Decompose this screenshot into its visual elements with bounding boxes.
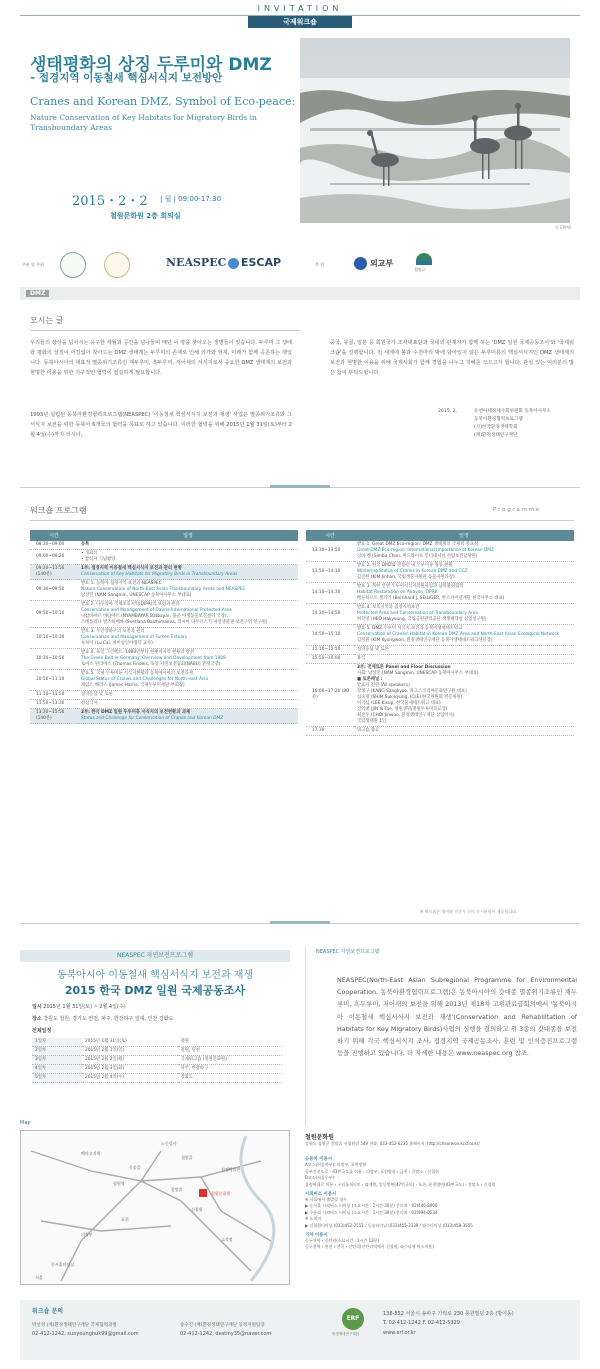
session-line: Nature Conservation of North-East Asian Transboundary Areas and NEASPEC [81,587,246,592]
workshop-tag: 국제워크숍 [248,16,352,28]
programme-row [30,550,298,565]
session-line: 발표 4. 보호지역과 접경지역보전 [357,605,420,610]
session-line: 남상민 (NAM Sangmin, UNESCAP 동북아사무소 부대표) [81,593,192,598]
session-line: 발표 1. Great DMZ Eco-region: DMZ 생태계의 국제적 중요성 [357,542,479,547]
session-line: 제임스 해리스 (James Harris, 국제두루미재단 부회장) [81,683,185,688]
contact-2-info: 02-412-1242, destiny35@naver.com [180,1331,272,1337]
interpretation-note: ※ 워크숍은 영어와 전문가 간의 동시통역이 제공됩니다. [420,909,518,914]
schedule-row [32,1047,282,1056]
session-line: Conservation and Management of Dauria International Protected Area [81,608,232,613]
contact-footer [20,1300,580,1360]
map-place: 철원역 [113,1181,125,1186]
map-place: 고석정 [221,1237,233,1242]
schedule-cell: 강화도 [178,1074,282,1083]
session-time: 10:50~11:10 [30,670,78,691]
directions-line: 동두천역 › 연천 › 전곡 › 신탄리(신탄리역에서 신철원, 와수리행 버스이용) [305,1244,434,1250]
session-detail [78,691,298,700]
venue-name: 철원문화원 [305,1134,334,1141]
session-line: 이기섭 (LEE Kisup, 한국물새네트워크 대표) [357,701,441,706]
contact-1-name: 박선영 (재)환경생태연구재단 국제협력과정 [32,1323,117,1328]
schedule-cell: 3일차 [32,1056,82,1065]
session-line: 진익태 (JIN Ik-Tae, 철원생명/철원두루미학교장) [357,707,448,712]
session-time: 17:30 [306,727,354,736]
session-line: 질의응답 및 토론 [357,647,389,652]
session-detail [354,625,574,646]
directions-heading: 시외버스 이용시 [305,1192,337,1198]
greeting-heading: 모시는 글 [30,316,64,325]
session-detail [78,565,298,580]
survey-period [32,1003,126,1010]
schedule-cell: 2일차 [32,1047,82,1056]
cheorwon-logo: 철원군 [414,267,426,272]
session-line: 토마스 핀더마스 (Thomas Findeis, 독일 자연보전협회(NABU) 환경국장) [81,662,221,667]
session-time: 16:00~17:20 (80분) [306,664,354,727]
invitation-label: INVITATION [257,4,343,13]
programme-heading: 워크숍 프로그램 [30,506,87,515]
session-detail [354,664,574,727]
session-line: 발표 3. 두만강하구의 보전과 관리 [81,629,145,634]
map-place: 동서울터미널 [51,1262,75,1267]
session-line: 발표 5. DMZ 두루미 서식지 보전과 동북아생태네트워크 [357,626,463,631]
session-line: Habitat Restoration on Anbyon, DPRK [357,590,438,595]
dmz-band-label: DMZ [26,290,49,297]
directions-line: ※ 도착지 [305,1216,322,1222]
session-line: 워크숍 종료 [357,728,380,733]
programme-heading-en: P r o g r a m m e [493,507,540,513]
map-place: 노동당사 [161,1141,177,1146]
schedule-row [32,1074,282,1083]
contact-2-name: 송수진 (재)환경생태연구재단 동정지원팀장 [180,1323,265,1328]
session-line: 질의응답 및 토론 [81,692,113,697]
schedule-cell: 국제워크숍 (철원문화원) [178,1056,282,1065]
session-time: 15:10~15:50 [306,646,354,655]
greeting-p3: 중국, 몽골, 일본 등 회원국가 조사대표단과 국내외 관계자가 함께 하는 'DMZ 일원 국제공동조사'와 '국제워크숍'을 진행합니다. 전 세계에 불과 수천마리 밖에 남아있지 않은 두루미류의 핵심서식지인 DMZ 생태계의 보전과 현명한 이용을 위해 국제사회가 함께 경험을 나누고 지혜를 모으고자 합니다. 관심 있는 여러분의 많은 참여 부탁드립니다. [330,340,574,376]
session-line: 휴식 [357,656,366,661]
divider-accent [270,921,330,924]
place-label: 장소 [32,1016,42,1022]
session-time: 13:30~13:50 [306,541,354,562]
event-date: 2015・2・2 [72,194,148,209]
session-line: 사회: 남상민 (NAM Sangmin, UNESCAP 동북아사무소 부대표) [357,671,479,676]
sig-org: (재)환경생태연구재단 [474,433,518,438]
schedule-cell: 철원 [178,1038,282,1047]
directions-heading: 기차 이용시 [305,1233,328,1239]
un-emblem-icon [228,258,239,269]
period-value: 2015년 1월 31일(토) ~ 2월 4일(수) [43,1004,126,1010]
map-label: Map [20,1120,31,1126]
org-address: 138-852 서울시 송파구 가락로 230 풍원빌딩 2층 (방이동) [383,1311,514,1317]
place-value: 강원도 철원, 경기도 연천, 파주, 한강하구 일대, 인천 강화도 [43,1016,174,1022]
subtitle-ko: – 접경지역 이동철새 핵심서식지 보전방안 [30,72,223,84]
eco-foundation-logo [104,252,130,278]
directions-line: 동부간선도로 › 43번국도를 이용 › 의정부, 포천방향 › 금천 › 갈말소 › 신철원 [305,1168,439,1174]
greeting-rule [30,330,300,331]
session-detail [78,649,298,670]
survey-subtitle: 2015 한국 DMZ 일원 국제공동조사 [64,984,246,997]
event-time: | 월 | 09:00-17:30 [160,195,222,203]
session-line: 김경원 (KIM Kyungwon, 환경생태연구재단 동북아생태네트워크센터장) [357,638,493,643]
col-time: 시간 [30,530,78,541]
session-line: ■ 토론패널 : [357,677,383,682]
session-line: 강정구 (KANG Sangkyoo, 파크스코리아문화연구원 대표) [357,689,467,694]
session-time: 10:10~10:30 [30,628,78,649]
session-detail [354,646,574,655]
venue-directions [305,1132,580,1251]
programme-rule [30,520,574,521]
session-detail [78,550,298,565]
period-label: 일시 [32,1004,42,1010]
map-place: 포천 [121,1217,129,1222]
programme-row [30,691,298,700]
session-line: 발표 2. 다우리아 국제보호지역(DIPA)의 보전과 관리 [81,602,180,607]
survey-header: NEASPEC 자연보전프로그램 [20,950,290,962]
schedule-cell: 2015년 2월 2일(월) [82,1056,178,1065]
map-place: 신철원 [191,1207,203,1212]
col-item: 일정 [354,530,574,541]
map-place: 철원문화원 [211,1191,231,1196]
session-time: 13:50~14:10 [306,562,354,583]
schedule-cell: 2015년 2월 4일(수) [82,1074,178,1083]
session-detail [78,628,298,649]
title-ko: 생태평화의 상징 두루미와 DMZ [30,55,272,75]
session-line: 국립생태원 1인 [357,719,387,724]
programme-row [30,601,298,628]
session-line: • 개회식 [81,551,98,556]
session-time: 14:50~15:10 [306,625,354,646]
schedule-cell: 1일차 [32,1038,82,1047]
subtitle-en: Nature Conservation of Key Habitats for Migratory Birds in Transboundary Areas [30,113,257,132]
neaspec-logo: NEASPEC [166,256,227,269]
col-time: 시간 [306,530,354,541]
host-label: 주관 및 주최 [22,262,44,267]
sig-org: 동북아환경협력프로그램 [474,417,523,422]
dmz-band [20,287,580,300]
session-line: 허학영 (HEO Hakyoung, 국립공원관리공단 생생태학실 선임연구원) [357,617,487,622]
directions-line: ※ 서울에서 출발할 경우 [305,1197,347,1203]
session-time: 14:10~14:30 [306,583,354,604]
session-line: Wintering Status of Cranes in Korean DMZ and CCZ [357,569,468,574]
directions-line: 동두천역 › 신탄리(소요시간 : 1시간 13분) [305,1238,380,1244]
session-time: 09:00~09:20 [30,550,78,565]
programme-row [306,541,574,562]
programme-row [30,628,298,649]
neaspec-box-header: NEASPEC 자연보전프로그램 [316,949,380,955]
logo-row [20,244,580,284]
programme-row [30,709,298,724]
org-website[interactable]: www.erf.or.kr [383,1330,416,1336]
erf-logo-sub: 환경생태연구재단 [332,1332,360,1336]
schedule-row [32,1065,282,1074]
session-line: 나잠바야르 바타야르 (NYAMBAYAR Batbayar, 몽골 야생동물보전센터 국장), [81,614,228,619]
event-place: 철원문화원 2층 회의실 [110,212,181,220]
session-detail [78,580,298,601]
title-en: Cranes and Korean DMZ, Symbol of Eco-peace: [30,95,296,108]
contact-title: 워크숍 문의 [32,1308,64,1315]
session-detail [78,601,298,628]
programme-row [306,604,574,625]
schedule-cell: 5일차 [32,1074,82,1083]
session-line: 등록 [81,542,90,547]
sponsor-label: 후 원 [315,262,324,267]
programme-row [306,664,574,727]
sig-org: 유엔아태경제사회위원회 동북아사무소 [474,409,551,414]
session-line: 루치이 (Lu Cai, 바이칭잉야생학 교수) [81,641,153,646]
session-line: 스베틀라나 발즈하메바 (Svetlana Balzhimaeva, 러시아 다우르스키 자연생물권 보전구역 연구원) [81,620,268,625]
programme-row [306,646,574,655]
session-line: 심숙경 (SHIM Suk-kyung, ICLEI 한국위원회 전문위원) [357,695,463,700]
session-time: 09:30~09:50 [30,580,78,601]
directions-line: ▶ 동서울 시외버스 터미널 (소요시간 : 2시간 30분) 문의처 : 02)446-8000 [305,1203,438,1209]
session-line: 발표자 전원 (All speakers) [357,683,410,688]
session-line: Great DMZ Eco-region: International Importance of Korean DMZ [357,548,494,553]
session-line: 심바 챈 (Simba Chan, 버드라이프 인터내셔널 선임보전담당관) [357,554,478,559]
schedule-cell: 2015년 1월 31일(토) [82,1038,178,1047]
programme-row [306,583,574,604]
programme-row [30,700,298,709]
session-time: 13:30~15:50 (140분) [30,709,78,724]
session-line: • 참석자 기념촬영 [81,557,116,562]
session-line: 3부: 전체토론 Panel and Floor Discussion [357,665,451,670]
escap-logo: ESCAP [241,256,282,269]
map-place: 동송읍 [129,1165,141,1170]
programme-row [30,649,298,670]
session-line: Status and Challenge for Conservation of Cranes and Korean DMZ [81,716,224,721]
contact-1-info: 02-412-1242, sunyounghuk99@gmail.com [32,1331,139,1337]
programme-row [30,670,298,691]
session-line: 최진우 (CHOI Jinwoo, 환경생태연구재단 상임이사) [357,713,455,718]
mofa-logo: 외교부 [370,259,394,268]
session-line: 발표 1. 동북아 접경지역 보전과 NEASPEC [81,581,162,586]
session-detail [354,583,574,604]
session-time: 09:30~11:50 (140분) [30,565,78,580]
neaspec-box-text: NEASPEC(North-East Asian Subregional Programme for Environmental Cooperation, 동북아환경협력프로그램)은 동북아시아의 갓대종 멸종위기조류인 재두루미, 흑두루미, 저어새의 보전을 위해 2013년 제18차 고위관료급회의에서 '동북아시아 이동철새 핵심서식지 보전과 재생'(Conservation and Rehabilitation of Habitats for Key Migratory Birds)사업의 실행을 결의하고 위 3종의 갓대종을 보전하기 위해 각국 핵심서식지 조사, 접경지역 국제공동조사, 훈련 및 인식증진프로그램 등을 진행하고 있습니다. 더 자세한 내용은 www.neaspec.org 참조. [337,976,577,1058]
directions-line: 올림픽대로 이용 › 구리톨게이트 › 퇴계원, 일동방면(47번국도) › 포천, 운천방면(43번국도) › 갈말소 › 신철원 [305,1181,496,1187]
schedule-row [32,1038,282,1047]
schedule-cell: 2015년 2월 3일(화) [82,1065,178,1074]
venue-address: 강원도 철원군 갈말읍 신철원리 549 전화: 033-452-6235 홈페이지: http://cheorwon.kccf.or.kr/ [305,1141,480,1146]
map-place: 백마고지역 [81,1151,101,1156]
mofa-emblem-icon [354,257,367,270]
photo-credit: © EPMA [555,225,572,230]
sig-org: (사)한국환경생태학회 [474,425,518,430]
session-detail [354,562,574,583]
divider-accent [270,485,330,488]
session-line: 2부: 한국 DMZ 일원 두루미류 서식지의 보전현황과 과제 [81,710,191,715]
directions-line: A코스(서울북부): 의정부, 포천방향 [305,1162,367,1168]
programme-row [306,655,574,664]
session-time: 11:10~11:50 [30,691,78,700]
programme-row [306,625,574,646]
session-line: Protected Area and Conservation of Transboundary Area [357,611,478,616]
directions-line: ▶ 신철원터미널 (033)452-2551 / 동송터미널 (033)455-2339 / 와수터미널 (033)458-3555 [305,1222,473,1228]
session-detail [354,655,574,664]
session-line: Conservation and Management of Tumen Estuary [81,635,188,640]
programme-right [306,530,574,736]
neaspec-box [305,946,580,1126]
schedule-cell: 2015년 2월 1일(일) [82,1047,178,1056]
signature-date: 2015. 2. [438,409,457,414]
org-tel: T. 02-412-1242 F. 02-412-5329 [383,1320,460,1326]
session-time: 08:30~09:00 [30,541,78,550]
session-line: Global Status of Cranes and Challenges for North-east Asia [81,677,208,682]
col-item: 일정 [78,530,298,541]
session-line: 1부: 접경지역 이동철새 핵심서식지 보전과 관리 현황 [81,566,182,571]
programme-row [306,562,574,583]
session-detail [354,541,574,562]
directions-heading: 승용차 이용시 [305,1157,332,1163]
survey-title: 동북아시아 이동철새 핵심서식지 보전과 재생 [56,970,254,981]
session-line: 발표 3. 북한 안변 두루미서식지복원사업과 남북환경협력 [357,584,464,589]
schedule-label: 전체일정 [32,1028,52,1034]
directions-line: B코스(서울동부): [305,1175,336,1181]
session-detail [354,604,574,625]
session-line: 발표 5. 국제 두루미류 서식지현황과 동북아시아의 보전과제 [81,671,193,676]
session-time: 15:50~16:00 [306,655,354,664]
session-line: 발표 4. 독일 그린벨트: 1989년부터 현재까지의 현황과 발전 [81,650,195,655]
map-place: 전쟁박물관 [221,1167,241,1172]
map-place: 서울 [35,1275,43,1280]
schedule-cell: 철원, 연천 [178,1047,282,1056]
session-line: 베른하르트 셀리거 (Bernhard J. SEILIGER, 한스자이델재단 한국사무소 대표) [357,596,505,601]
map-place: 의정부 [81,1232,93,1237]
session-line: 김진한 (KIM Jinhan, 국립생물자원관 동물자원과장) [357,575,455,580]
signature-orgs [474,408,584,440]
session-time: 10:30~10:50 [30,649,78,670]
programme-row [30,541,298,550]
greeting-p2: 1993년 설립된 동북아환경협력프로그램(NEASPEC) '이동철새 핵심서식지 보전과 재생' 사업은 멸종위기조류와 그 서식지 보전을 위한 동북아 6개국의 협력을 목표로 하고 있습니다. 이러한 협력을 위해 2015년 1월 31일(토)부터 2월 4일(수)까지 러시아, [30,412,292,438]
directions-line: ▶ 수유리 시외버스 터미널 (소요시간 : 1시간 30분) 문의처 : 02)994-0534 [305,1209,438,1215]
venue-map [20,1130,290,1285]
session-detail [78,541,298,550]
programme-row [306,727,574,736]
ecology-society-logo [60,252,86,278]
schedule-row [32,1056,282,1065]
survey-place [32,1015,173,1022]
session-line: The Green Belt in Germany: Overview and Development from 1989 [81,656,226,661]
session-time: 11:50~13:30 [30,700,78,709]
programme-row [30,580,298,601]
session-detail [354,727,574,736]
programme-left [30,530,298,724]
cranes-photo [300,38,570,223]
map-place: 갈말읍 [171,1187,183,1192]
venue-marker [199,1189,207,1197]
session-detail [78,670,298,691]
greeting-p1: 우리들의 상상을 넘어서는 유구한 세월과 공간을 넘나들며 매년 이 땅을 찾아오는 생명들이 있습니다. 두루미 그 생태와 평화의 상징이 어김없이 찾아드는 DMZ 생태계는 두루미의 존재로 인해 의가와 현재, 미래가 함께 공존하는 행입니다. 동북아시아의 대표적 멸종위기조류인 재두루미, 흑두루미, 저어새의 서식지로서 중요한 DMZ 생태계의 보전과 현명한 이용을 위한 지구적인 협력이 절실하게 필요합니다. [30,340,292,376]
session-time: 14:30~14:50 [306,604,354,625]
session-line: 점심식사 [81,701,98,706]
schedule-table [32,1038,282,1083]
programme-row [30,565,298,580]
session-time: 09:50~10:10 [30,601,78,628]
map-place: 철원읍 [181,1155,193,1160]
session-line: 발표 2. 한국 DMZ와 민통선 내 두루미류 월동 현황 [357,563,453,568]
schedule-cell: 파주, 한강하구 [178,1065,282,1074]
erf-logo: ERF [342,1308,364,1330]
cheorwon-logo-icon [416,253,432,265]
schedule-cell: 4일차 [32,1065,82,1074]
session-line: Conservation of Cranes' Habitat in Korean DMZ Area and North-East Asian Ecological Network [357,632,559,637]
session-detail [78,709,298,724]
session-line: Conservation of Key Habitats for Migratory Birds in Transboundary Areas [81,572,238,577]
session-detail [78,700,298,709]
